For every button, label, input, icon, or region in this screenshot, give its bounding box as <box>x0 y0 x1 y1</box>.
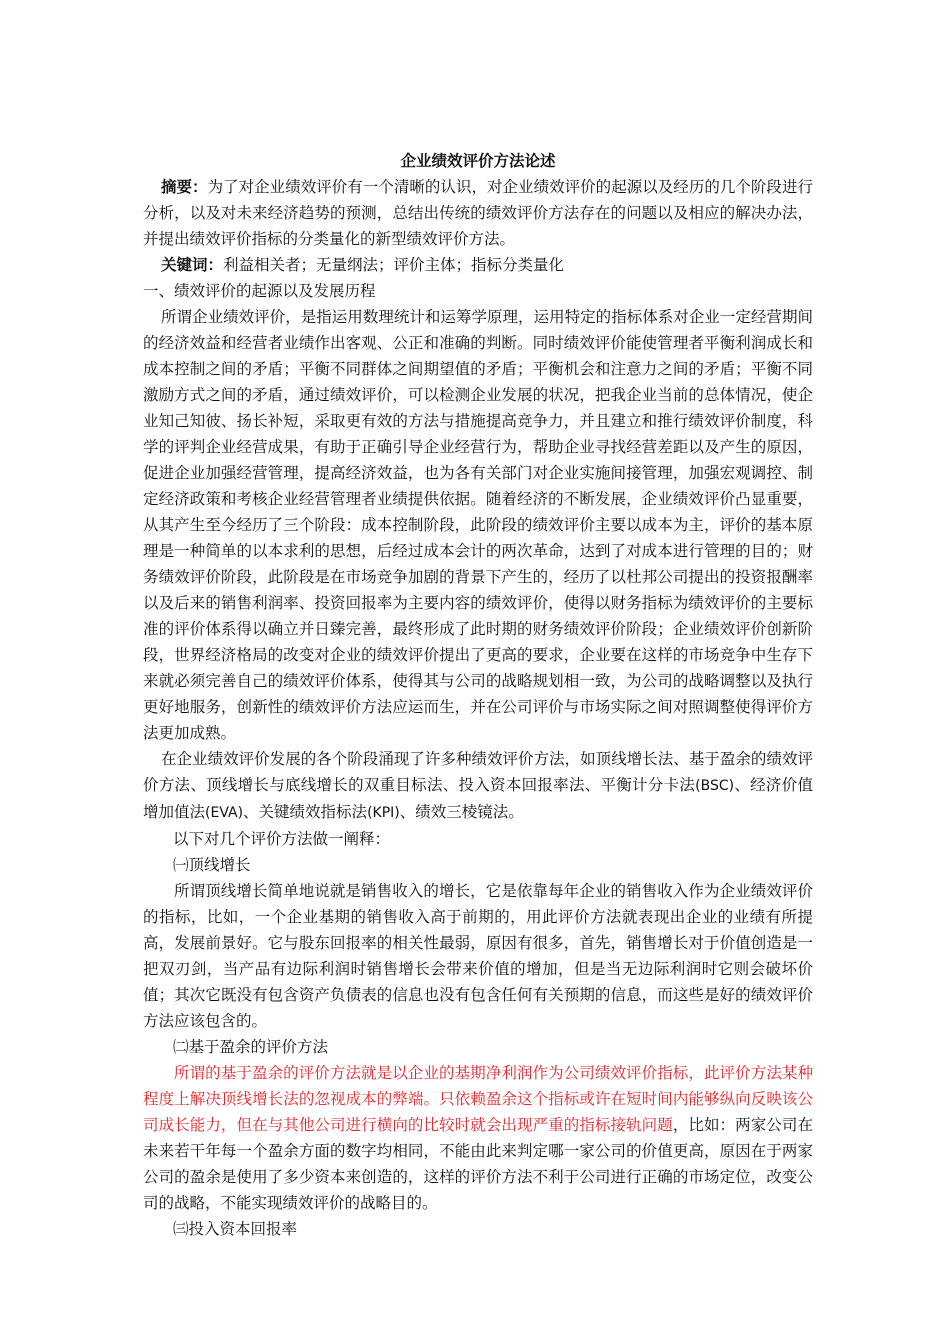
eva-abbr: (EVA) <box>205 805 244 821</box>
methods-overview-text-b: 、经济价值增加值法 <box>143 776 813 821</box>
methods-overview-text-c: 、关键绩效指标法 <box>243 803 368 821</box>
methods-intro-line: 以下对几个评价方法做一阐释： <box>173 830 391 848</box>
document-title: 企业绩效评价方法论述 <box>400 151 556 170</box>
abstract-paragraph <box>143 174 813 252</box>
earnings-highlighted-text: 所谓的基于盈余的评价方法就是以企业的基期净利润作为公司绩效评价指标，此评价方法某种程度上解决顶线增长法的忽视成本的弊端。只依赖盈余这个指标或许在短时间内能够纵向反映该公司成长能力，但在与其他公司进行横向的比较时就会出现严重的指标接轨问题 <box>143 1064 813 1134</box>
keywords-text: 利益相关者；无量纲法；评价主体；指标分类量化 <box>223 256 565 274</box>
keywords-label: 关键词： <box>161 255 224 274</box>
subsection-heading-earnings: ㈡基于盈余的评价方法 <box>173 1038 329 1056</box>
document-page <box>143 148 813 1242</box>
abstract-text: 为了对企业绩效评价有一个清晰的认识，对企业绩效评价的起源以及经历的几个阶段进行分析，以及对未来经济趋势的预测，总结出传统的绩效评价方法存在的问题以及相应的解决办法，并提出绩效评价指标的分类量化的新型绩效评价方法。 <box>143 178 813 248</box>
bsc-abbr: (BSC) <box>695 778 735 794</box>
subsection-heading-roic: ㈢投入资本回报率 <box>173 1220 298 1238</box>
earnings-paragraph <box>143 1060 813 1216</box>
origin-paragraph: 所谓企业绩效评价，是指运用数理统计和运筹学原理，运用特定的指标体系对企业一定经营期间的经济效益和经营者业绩作出客观、公正和准确的判断。同时绩效评价能使管理者平衡利润成长和成本控制之间的矛盾；平衡不同群体之间期望值的矛盾；平衡机会和注意力之间的矛盾；平衡不同激励方式之间的矛盾，通过绩效评价，可以检测企业发展的状况，把我企业当前的总体情况，使企业知己知彼、扬长补短，采取更有效的方法与措施提高竞争力，并且建立和推行绩效评价制度，科学的评判企业经营成果，有助于正确引导企业经营行为，帮助企业寻找经营差距以及产生的原因，促进企业加强经营管理，提高经济效益，也为各有关部门对企业实施间接管理，加强宏观调控、制定经济政策和考核企业经营管理者业绩提供依据。随着经济的不断发展，企业绩效评价凸显重要，从其产生至今经历了三个阶段：成本控制阶段，此阶段的绩效评价主要以成本为主，评价的基本原理是一种简单的以本求利的思想，后经过成本会计的两次革命，达到了对成本进行管理的目的；财务绩效评价阶段，此阶段是在市场竞争加剧的背景下产生的，经历了以杜邦公司提出的投资报酬率以及后来的销售利润率、投资回报率为主要内容的绩效评价，使得以财务指标为绩效评价的主要标准的评价体系得以确立并日臻完善，最终形成了此时期的财务绩效评价阶段；企业绩效评价创新阶段，世界经济格局的改变对企业的绩效评价提出了更高的要求，企业要在这样的市场竞争中生存下来就必须完善自己的绩效评价体系，使得其与公司的战略规划相一致，为公司的战略调整以及执行更好地服务，创新性的绩效评价方法应运而生，并在公司评价与市场实际之间对照调整使得评价方法更加成熟。 <box>143 308 813 742</box>
methods-overview-text-d: 、绩效三棱镜法。 <box>399 803 524 821</box>
earnings-normal-text: ，比如：两家公司在未来若干年每一个盈余方面的数字均相同，不能由此来判定哪一家公司的价值更高，原因在于两家公司的盈余是使用了多少资本来创造的，这样的评价方法不利于公司进行正确的市场定位，改变公司的战略，不能实现绩效评价的战略目的。 <box>143 1116 813 1212</box>
section-heading-origin: 一、绩效评价的起源以及发展历程 <box>143 282 376 300</box>
subsection-heading-top-line: ㈠顶线增长 <box>173 856 251 874</box>
methods-overview-paragraph <box>143 746 813 826</box>
keywords-paragraph <box>143 252 813 278</box>
methods-overview-text-a: 在企业绩效评价发展的各个阶段涌现了许多种绩效评价方法，如顶线增长法、基于盈余的绩效评价方法、顶线增长与底线增长的双重目标法、投入资本回报率法、平衡计分卡法 <box>143 750 813 794</box>
kpi-abbr: (KPI) <box>367 805 400 821</box>
abstract-label: 摘要： <box>161 177 208 196</box>
top-line-paragraph: 所谓顶线增长简单地说就是销售收入的增长，它是依靠每年企业的销售收入作为企业绩效评价的指标，比如，一个企业基期的销售收入高于前期的，用此评价方法就表现出企业的业绩有所提高，发展前景好。它与股东回报率的相关性最弱，原因有很多，首先，销售增长对于价值创造是一把双刃剑，当产品有边际利润时销售增长会带来价值的增加，但是当无边际利润时它则会破坏价值；其次它既没有包含资产负债表的信息也没有包含任何有关预期的信息，而这些是好的绩效评价方法应该包含的。 <box>143 882 813 1030</box>
